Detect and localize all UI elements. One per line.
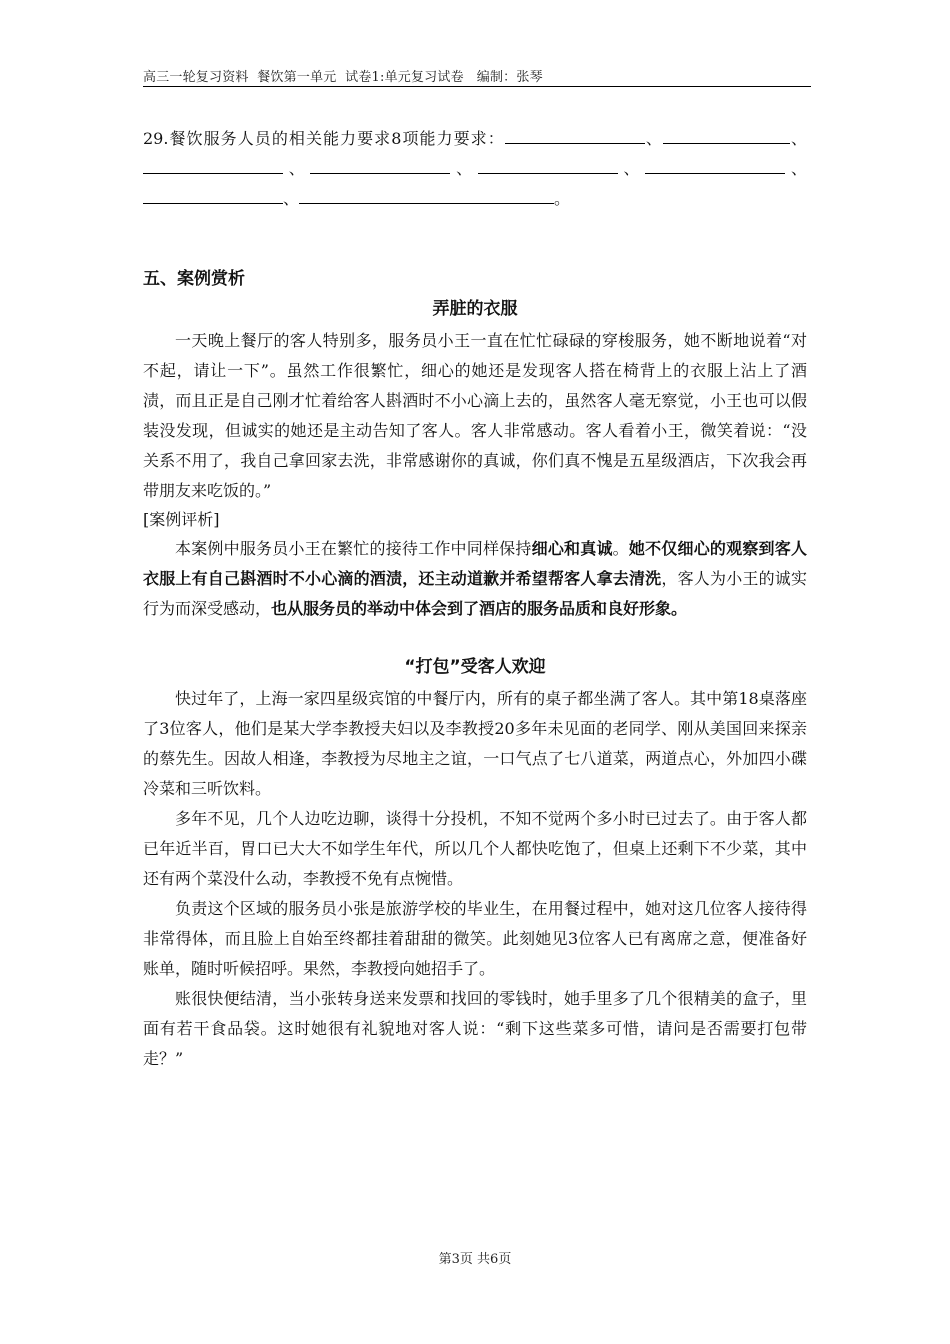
case-1-title: 弄脏的衣服	[432, 299, 518, 319]
case-2-title: “打包”受客人欢迎	[404, 657, 546, 677]
section-title: 五、案例赏析	[143, 269, 245, 289]
question-29: 29.餐饮服务人员的相关能力要求8项能力要求： 、 、、 、 、 、、 。	[143, 129, 807, 208]
review-emphasis: 细心和真诚	[531, 539, 613, 558]
answer-blank[interactable]	[143, 157, 283, 174]
case-2-paragraph: 账很快便结清，当小张转身送来发票和找回的零钱时，她手里多了几个很精美的盒子，里面有若干食品袋。这时她很有礼貌地对客人说：“剩下这些菜多可惜，请问是否需要打包带走？”	[143, 989, 807, 1068]
answer-blank[interactable]	[310, 157, 450, 174]
case-1-paragraph: 一天晚上餐厅的客人特别多，服务员小王一直在忙忙碌碌的穿梭服务，她不断地说着“对不起，请让一下”。虽然工作很繁忙，细心的她还是发现客人搭在椅背上的衣服上沾上了酒渍，而且正是自己刚才忙着给客人斟酒时不小心滴上去的，虽然客人毫无察觉，小王也可以假装没发现，但诚实的她还是主动告知了客人。客人非常感动。客人看着小王，微笑着说：“没关系不用了，我自己拿回家去洗，非常感谢你的真诚，你们真不愧是五星级酒店，下次我会再带朋友来吃饭的。”	[143, 331, 807, 500]
answer-blank[interactable]	[768, 127, 790, 144]
review-label: [案例评析]	[143, 510, 220, 529]
answer-blank[interactable]	[478, 157, 618, 174]
answer-blank[interactable]	[663, 127, 768, 144]
header-rule	[143, 86, 811, 87]
case-2-paragraph: 多年不见，几个人边吃边聊，谈得十分投机，不知不觉两个多小时已过去了。由于客人都已年近半百，胃口已大大不如学生年代，所以几个人都快吃饱了，但桌上还剩下不少菜，其中还有两个菜没什么动，李教授不免有点惋惜。	[143, 809, 807, 888]
answer-blank[interactable]	[299, 187, 554, 204]
page-header: 高三一轮复习资料 餐饮第一单元 试卷1:单元复习试卷 编制：张琴	[143, 70, 543, 85]
answer-blank[interactable]	[143, 187, 283, 204]
case-2-paragraph: 快过年了，上海一家四星级宾馆的中餐厅内，所有的桌子都坐满了客人。其中第18桌落座了3位客人，他们是某大学李教授夫妇以及李教授20多年未见面的老同学、刚从美国回来探亲的蔡先生。因故人相逢，李教授为尽地主之谊，一口气点了七八道菜，两道点心，外加四小碟冷菜和三听饮料。	[143, 689, 807, 798]
review-emphasis: 她不仅细心的观察到客人衣服上有自己斟酒时不小心滴的酒渍，还主动道歉并希望帮客人拿去清洗	[143, 539, 807, 588]
answer-blank[interactable]	[645, 157, 785, 174]
review-emphasis: 也从服务员的举动中体会到了酒店的服务品质和良好形象。	[271, 599, 688, 618]
case-2-paragraph: 负责这个区域的服务员小张是旅游学校的毕业生，在用餐过程中，她对这几位客人接待得非常得体，而且脸上自始至终都挂着甜甜的微笑。此刻她见3位客人已有离席之意，便准备好账单，随时听候招呼。果然，李教授向她招手了。	[143, 899, 807, 978]
question-29-prompt: 29.餐饮服务人员的相关能力要求8项能力要求：	[143, 129, 505, 148]
page-content	[143, 124, 807, 1074]
case-1-review: 本案例中服务员小王在繁忙的接待工作中同样保持细心和真诚。她不仅细心的观察到客人衣服上有自己斟酒时不小心滴的酒渍，还主动道歉并希望帮客人拿去清洗，客人为小王的诚实行为而深受感动，也从服务员的举动中体会到了酒店的服务品质和良好形象。	[143, 539, 807, 618]
page-footer: 第3页 共6页	[438, 1252, 512, 1267]
answer-blank[interactable]	[505, 127, 645, 144]
